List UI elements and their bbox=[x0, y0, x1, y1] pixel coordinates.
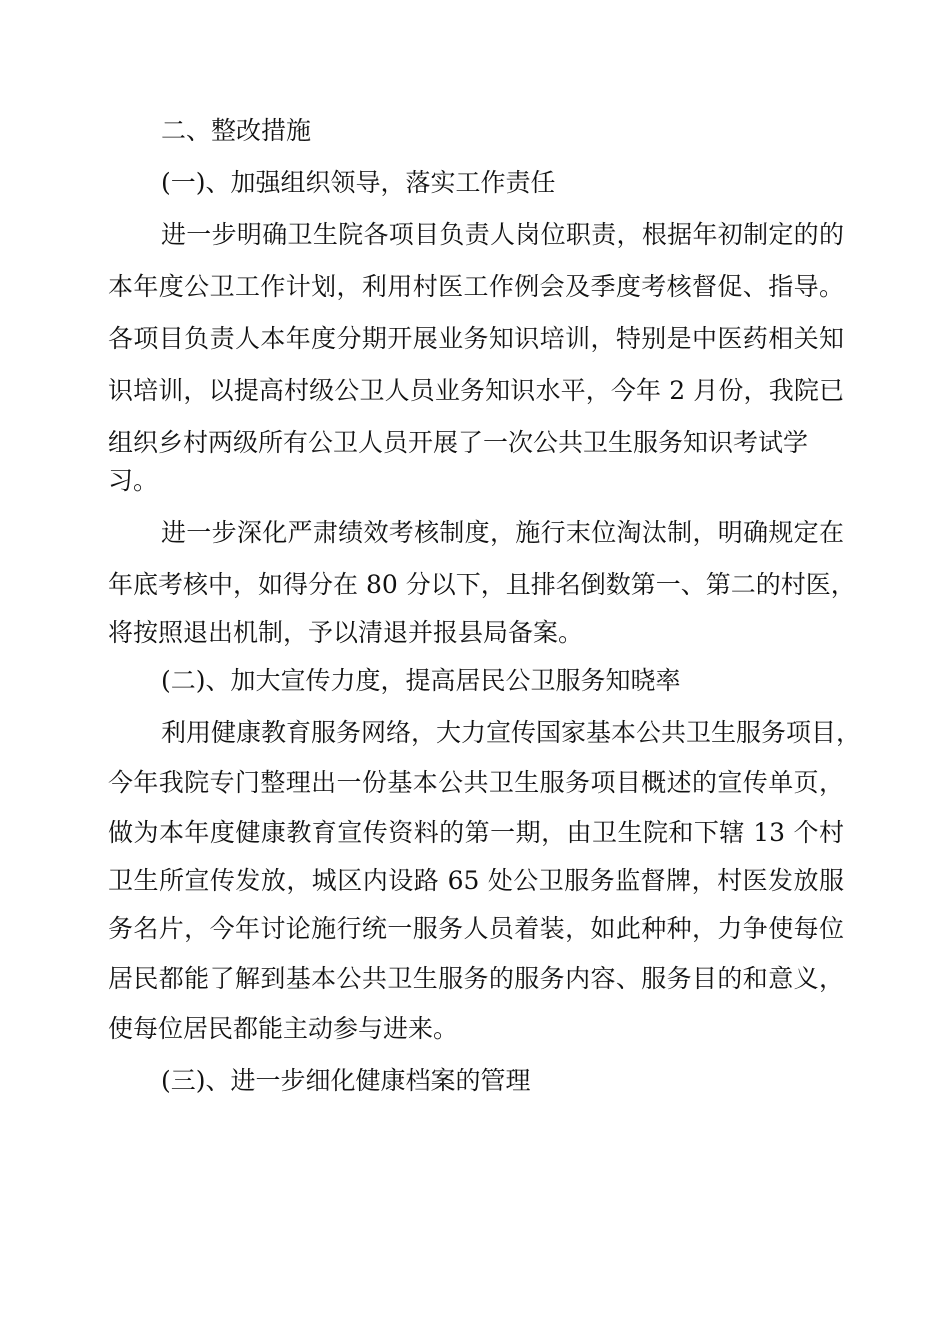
subsection-heading-1: (一)、加强组织领导，落实工作责任 bbox=[161, 168, 556, 197]
paragraph-line: 各项目负责人本年度分期开展业务知识培训，特别是中医药相关知 bbox=[108, 324, 844, 353]
paragraph-line: 本年度公卫工作计划，利用村医工作例会及季度考核督促、指导。 bbox=[108, 272, 844, 301]
subsection-heading-3: (三)、进一步细化健康档案的管理 bbox=[161, 1066, 531, 1095]
paragraph-line: 年底考核中，如得分在 80 分以下，且排名倒数第一、第二的村医， bbox=[108, 570, 856, 599]
paragraph-line: 进一步深化严肃绩效考核制度，施行末位淘汰制，明确规定在 bbox=[161, 518, 844, 547]
paragraph-line: 务名片，今年讨论施行统一服务人员着装，如此种种，力争使每位 bbox=[108, 914, 844, 943]
paragraph-line: 习。 bbox=[108, 466, 159, 495]
paragraph-line: 识培训，以提高村级公卫人员业务知识水平，今年 2 月份，我院已 bbox=[108, 376, 844, 405]
paragraph-line: 组织乡村两级所有公卫人员开展了一次公共卫生服务知识考试学 bbox=[108, 428, 809, 457]
section-heading: 二、整改措施 bbox=[161, 116, 312, 145]
paragraph-line: 居民都能了解到基本公共卫生服务的服务内容、服务目的和意义， bbox=[108, 964, 844, 993]
paragraph-line: 今年我院专门整理出一份基本公共卫生服务项目概述的宣传单页， bbox=[108, 768, 844, 797]
subsection-heading-2: (二)、加大宣传力度，提高居民公卫服务知晓率 bbox=[161, 666, 681, 695]
paragraph-line: 卫生所宣传发放，城区内设路 65 处公卫服务监督牌，村医发放服 bbox=[108, 866, 844, 895]
paragraph-line: 将按照退出机制，予以清退并报县局备案。 bbox=[108, 618, 584, 647]
paragraph-line: 进一步明确卫生院各项目负责人岗位职责，根据年初制定的的 bbox=[161, 220, 844, 249]
paragraph-line: 利用健康教育服务网络，大力宣传国家基本公共卫生服务项目， bbox=[161, 718, 862, 747]
paragraph-line: 做为本年度健康教育宣传资料的第一期，由卫生院和下辖 13 个村 bbox=[108, 818, 844, 847]
paragraph-line: 使每位居民都能主动参与进来。 bbox=[108, 1014, 459, 1043]
